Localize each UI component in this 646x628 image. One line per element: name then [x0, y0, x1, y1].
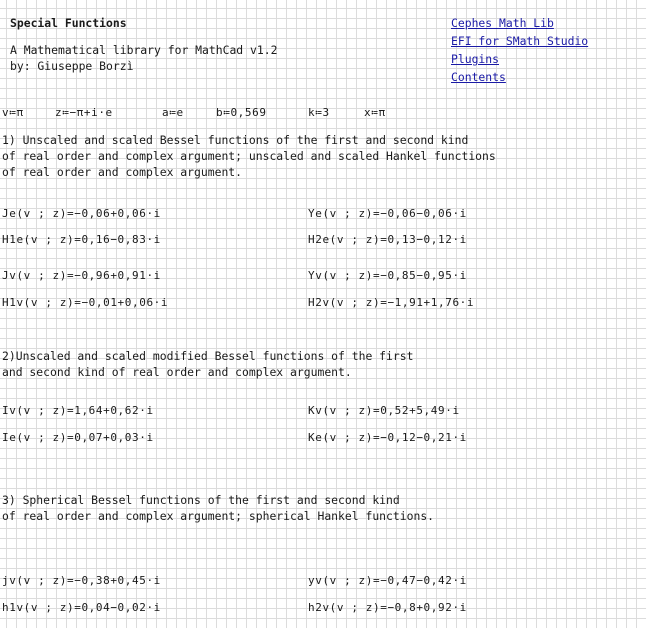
eq-ke[interactable]: Ke(v ; z)=−0,12−0,21·i [308, 431, 467, 444]
def-k[interactable]: k≔3 [308, 106, 330, 119]
eq-h2v[interactable]: H2v(v ; z)=−1,91+1,76·i [308, 296, 475, 309]
section3-text-line1: 3) Spherical Bessel functions of the first and second kind [2, 493, 400, 507]
section1-text-line2: of real order and complex argument; unscaled and scaled Hankel functions [2, 149, 496, 163]
eq-jv[interactable]: Jv(v ; z)=−0,96+0,91·i [2, 269, 161, 282]
def-x[interactable]: x≔π [364, 106, 386, 119]
section2-text-line2: and second kind of real order and complex argument. [2, 365, 352, 379]
def-z[interactable]: z≔−π+i·e [55, 106, 113, 119]
section3-text-line2: of real order and complex argument; spherical Hankel functions. [2, 509, 435, 523]
subtitle-line-1: A Mathematical library for MathCad v1.2 [10, 43, 278, 57]
eq-yv[interactable]: Yv(v ; z)=−0,85−0,95·i [308, 269, 467, 282]
eq-ye[interactable]: Ye(v ; z)=−0,06−0,06·i [308, 207, 467, 220]
eq-kv[interactable]: Kv(v ; z)=0,52+5,49·i [308, 404, 460, 417]
subtitle-line-2: by: Giuseppe Borzì [10, 59, 134, 73]
def-b[interactable]: b≔0,569 [216, 106, 267, 119]
section2-text-line1: 2)Unscaled and scaled modified Bessel functions of the first [2, 349, 414, 363]
link-efi-for-smath-studio[interactable]: EFI for SMath Studio [451, 34, 589, 48]
def-a[interactable]: a≔e [162, 106, 184, 119]
eq-je[interactable]: Je(v ; z)=−0,06+0,06·i [2, 207, 161, 220]
eq-h1v[interactable]: H1v(v ; z)=−0,01+0,06·i [2, 296, 169, 309]
link-cephes-math-lib[interactable]: Cephes Math Lib [451, 16, 554, 30]
section1-text-line3: of real order and complex argument. [2, 165, 243, 179]
link-plugins[interactable]: Plugins [451, 52, 500, 66]
eq-ie[interactable]: Ie(v ; z)=0,07+0,03·i [2, 431, 154, 444]
eq-iv[interactable]: Iv(v ; z)=1,64+0,62·i [2, 404, 154, 417]
page-title: Special Functions [10, 16, 127, 30]
eq-yv-spherical[interactable]: yv(v ; z)=−0,47−0,42·i [308, 574, 467, 587]
eq-h2e[interactable]: H2e(v ; z)=0,13−0,12·i [308, 233, 467, 246]
eq-h1e[interactable]: H1e(v ; z)=0,16−0,83·i [2, 233, 161, 246]
eq-h2v-spherical[interactable]: h2v(v ; z)=−0,8+0,92·i [308, 601, 467, 614]
eq-h1v-spherical[interactable]: h1v(v ; z)=0,04−0,02·i [2, 601, 161, 614]
def-v[interactable]: v≔π [2, 106, 24, 119]
section1-text-line1: 1) Unscaled and scaled Bessel functions of the first and second kind [2, 133, 469, 147]
eq-jv-spherical[interactable]: jv(v ; z)=−0,38+0,45·i [2, 574, 161, 587]
link-contents[interactable]: Contents [451, 70, 506, 84]
